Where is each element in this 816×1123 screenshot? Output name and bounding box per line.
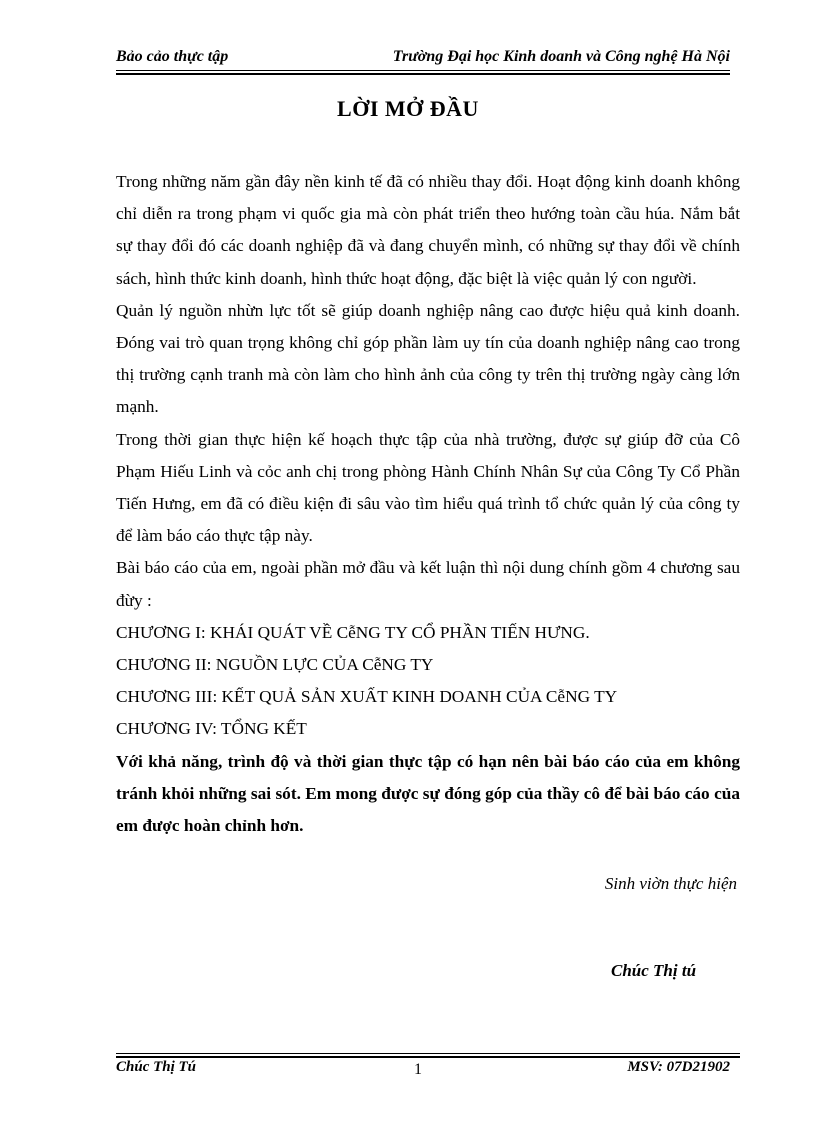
header-rule (116, 70, 730, 71)
footer-author: Chúc Thị Tú (116, 1059, 197, 1075)
page-number: 1 (414, 1061, 422, 1078)
chapter-line: CHƯƠNG I: KHÁI QUÁT VỀ CễNG TY CỔ PHẦN TIẾN HƯNG. (116, 622, 590, 642)
paragraph: Bài báo cáo của em, ngoài phần mở đầu và kết luận thì nội dung chính gồm 4 chương sau đừy : (116, 558, 740, 610)
closing-paragraph: Với khả năng, trình độ và thời gian thực tập có hạn nên bài báo cáo của em không tránh khỏi những sai sót. Em mong được sự đóng góp của thầy cô để bài báo cáo của em được hoàn chỉnh hơn. (116, 751, 740, 836)
header-right-text: Trường Đại học Kinh doanh và Công nghệ Hà Nội (392, 48, 730, 65)
header-rule-thick (116, 73, 730, 75)
chapter-line: CHƯƠNG II: NGUỒN LỰC CỦA CễNG TY (116, 655, 434, 675)
paragraph: Trong thời gian thực hiện kế hoạch thực tập của nhà trường, được sự giúp đỡ của Cô Phạm Hiếu Linh và cỏc anh chị trong phòng Hành Chính Nhân Sự của Công Ty Cổ Phần Tiến Hưng, em đã có điều kiện đi sâu vào tìm hiểu quá trình tổ chức quản lý của công ty để làm báo cáo thực tập này. (116, 429, 740, 546)
footer-rule (116, 1053, 740, 1054)
header-left-text: Bảo cảo thực tập (116, 48, 229, 65)
document-body (116, 166, 740, 842)
paragraph: Quản lý nguồn nhừn lực tốt sẽ giúp doanh nghiệp nâng cao được hiệu quả kinh doanh. Đóng vai trò quan trọng không chỉ góp phần làm uy tín của doanh nghiệp nâng cao trong thị trường cạnh tranh mà còn làm cho hình ảnh của công ty trên thị trường ngày càng lớn mạnh. (116, 300, 740, 417)
footer-student-id: MSV: 07D21902 (627, 1059, 730, 1075)
page-title: LỜI MỞ ĐẦU (337, 96, 479, 121)
page-header (116, 48, 730, 70)
signature-name: Chúc Thị tú (611, 961, 697, 980)
page-footer (116, 1059, 730, 1083)
paragraph: Trong những năm gần đây nền kinh tế đã có nhiều thay đổi. Hoạt động kinh doanh không chỉ diễn ra trong phạm vi quốc gia mà còn phát triển theo hướng toàn cầu húa. Nắm bắt sự thay đổi đó các doanh nghiệp đã và đang chuyển mình, có những sự thay đổi về chính sách, hình thức kinh doanh, hình thức hoạt động, đặc biệt là việc quản lý con người. (116, 172, 740, 288)
footer-rule-thick (116, 1056, 740, 1058)
chapter-line: CHƯƠNG IV: TỔNG KẾT (116, 719, 307, 739)
chapter-line: CHƯƠNG III: KẾT QUẢ SẢN XUẤT KINH DOANH CỦA CễNG TY (116, 687, 618, 707)
signature-role: Sinh viờn thực hiện (604, 874, 737, 893)
